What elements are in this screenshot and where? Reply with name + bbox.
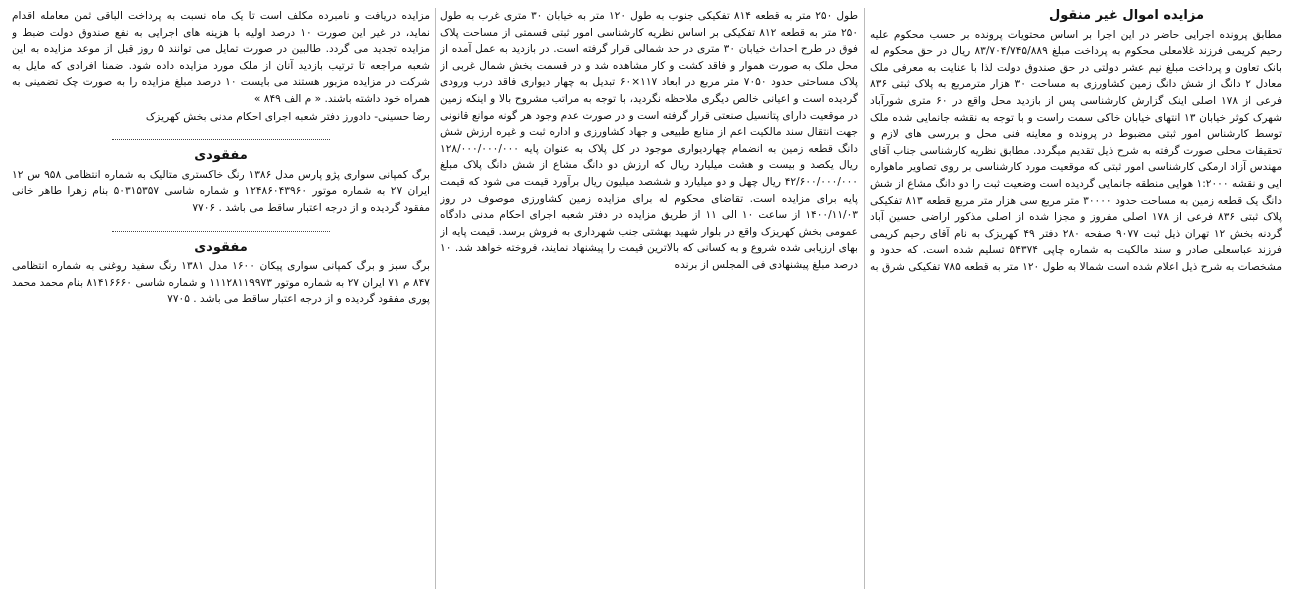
column-divider (435, 8, 436, 589)
auction-signature: رضا حسینی- دادورز دفتر شعبه اجرای احکام مدنی بخش کهریزک (145, 110, 430, 123)
auction-text-part-3: مزایده دریافت و نامبرده مکلف است تا یک ماه نسبت به پرداخت الباقی ثمن معامله اقدام نماید، در غیر این صورت ۱۰ درصد اولیه با هزینه های اجرایی به نفع صندوق دولت ضبط و مزایده تجدید می گردد. طالبین در صورت تمایل می توانند ۵ روز قبل از موعد مزایده به این شعبه مراجعه تا ترتیب بازدید آنان از ملک مورد مزایده داده شود. ضمنا افرادی که مایل به شرکت در مزایده مزبور هستند می بایست ۱۰ درصد مبلغ مزایده را به صورت چک تضمینی به همراه خود داشته باشند. « م الف ۸۴۹ » (12, 10, 430, 105)
notice-separator (112, 139, 330, 140)
auction-text-part-2: طول ۲۵۰ متر به قطعه ۸۱۴ تفکیکی جنوب به طول ۱۲۰ متر به خیابان ۳۰ متری غرب به طول ۲۵۰ متر به قطعه ۸۱۲ تفکیکی بر اساس نظریه کارشناسی امور ثبتی قسمتی از مساحت پلاک فوق در طرح احداث خیابان ۳۰ متری در حد شمالی قرار گرفته است. در بازدید به عمل آمده از محل ملک به صورت هموار و فاقد کشت و کار مشاهده شد و در قسمت بخش شمال غربی از پلاک مساحتی حدود ۷۰۵۰ متر مربع در ابعاد ۱۱۷×۶۰ تبدیل به چهار دیواری فاقد درب ورودی گردیده است و اعیانی خالص دیگری ملاحظه نگردید، با توجه به مراتب مشروح بالا و اینکه زمین در موقعیت دارای پتانسیل صنعتی قرار گرفته است و در صورت عدم وجود هر گونه موانع قانونی جهت انتقال سند مالکیت اعم از منابع طبیعی و جهاد کشاورزی و اداره ثبت و غیره ارزش شش دانگ قطعه زمین به انضمام چهاردیواری موجود در کل پلاک به عنوان پایه ۱۲۸/۰۰۰/۰۰۰/۰۰۰ ریال یکصد و بیست و هشت میلیارد ریال که ارزش دو دانگ مشاع از شش دانگ پلاک مبلغ ۴۲/۶۰۰/۰۰۰/۰۰۰ ریال چهل و دو میلیارد و ششصد میلیون ریال برآورد قیمت می شود که قیمت پایه برای مزایده است. تقاضای محکوم له برای مزایده زمین کشاورزی موصوف در روز ۱۴۰۰/۱۱/۰۳ از ساعت ۱۰ الی ۱۱ از طریق مزایده در دفتر شعبه اجرای احکام مدنی دادگاه عمومی بخش کهریزک واقع در بلوار شهید بهشتی جنب شهرداری به فروش برسد. قیمت پایه از بهای ارزیابی شده شروع و به کسانی که بالاترین قیمت را پیشنهاد نمایند، فروخته خواهد شد. ۱۰ درصد مبلغ پیشنهادی فی المجلس از برنده (440, 10, 858, 271)
auction-column-right (870, 8, 1282, 589)
lost-notice-1-text: برگ کمپانی سواری پژو پارس مدل ۱۳۸۶ رنگ خاکستری متالیک به شماره انتظامی ۹۵۸ س ۱۲ ایران ۲۷ به شماره موتور ۱۲۴۸۶۰۴۳۹۶۰ و شماره شاسی ۵۰۳۱۵۳۵۷ بنام زهرا طاهر خانی مفقود گردیده و از درجه اعتبار ساقط می باشد . ۷۷۰۶ (12, 168, 430, 214)
lost-notice-1-title: مفقودی (194, 148, 248, 164)
notices-column-left (12, 8, 430, 589)
auction-text-part-1: مطابق پرونده اجرایی حاضر در این اجرا بر اساس محتویات پرونده بر حسب محکوم علیه رحیم کریمی فرزند غلامعلی محکوم به پرداخت مبلغ ۸۳/۷۰۴/۷۴۵/۸۸۹ ریال در حق محکوم له بانک تعاون و پرداخت مبلغ نیم عشر دولتی در حق صندوق دولت لذا با عنایت به معرفی ملک معادل ۲ دانگ از شش دانگ زمین کشاورزی به مساحت ۳۰ هزار مترمربع به پلاک ثبتی ۸۳۶ فرعی از ۱۷۸ اصلی اینک گزارش کارشناسی پس از بازدید محل واقع در ۶۰ متری شورآباد شهرک کوثر خیابان ۱۳ انتهای خیابان خاکی سمت راست و با توجه به نقشه جانمایی شده ملک توسط کارشناس امور ثبتی مضبوط در پرونده و معاینه فنی محل و بررسی های لازم و تحقیقات محلی صورت گرفته به شرح ذیل تقدیم میگردد. مطابق نظریه کارشناسی جناب آقای مهندس آزاد ارمکی کارشناسی امور ثبتی که موقعیت مورد کارشناسی بر روی تصاویر ماهواره ایی و نقشه ۱:۲۰۰۰ هوایی منطقه جانمایی گردیده است وضعیت ثبت را دو دانگ مشاع از شش دانگ یک قطعه زمین به مساحت حدود ۳۰۰۰۰ متر مربع سی هزار متر مربع قطعه ۸۱۳ تفکیکی پلاک ثبتی ۸۳۶ فرعی از ۱۷۸ اصلی مفروز و مجزا شده از اصلی مذکور اراضی حسین آباد گردنه بخش ۱۲ تهران ذیل ثبت ۹۰۷۷ صفحه ۲۸۰ دفتر ۴۹ کهریزک به نام آقای رحیم کریمی فرزند عباسعلی صادر و سند مالکیت به شماره چاپی ۵۴۳۷۴ تسلیم شده است. که حدود و مشخصات به شرح ذیل اعلام شده است شمالا به طول ۱۲۰ متر به قطعه ۷۸۵ تفکیکی شرق به (870, 28, 1282, 273)
lost-notice-2-title: مفقودی (194, 239, 248, 255)
column-divider (864, 8, 865, 589)
notice-separator (112, 231, 330, 232)
auction-title: مزایده اموال غیر منقول (1048, 8, 1204, 23)
lost-notice-2-text: برگ سبز و برگ کمپانی سواری پیکان ۱۶۰۰ مدل ۱۳۸۱ رنگ سفید روغنی به شماره انتظامی ۸۴۷ م ۷۱ ایران ۲۷ به شماره موتور ۱۱۱۲۸۱۱۹۹۷۳ و شماره شاسی ۸۱۴۱۶۶۶۰ بنام محمد محمد پوری مفقود گردیده و از درجه اعتبار ساقط می باشد . ۷۷۰۵ (12, 260, 430, 306)
auction-column-middle (440, 8, 858, 589)
